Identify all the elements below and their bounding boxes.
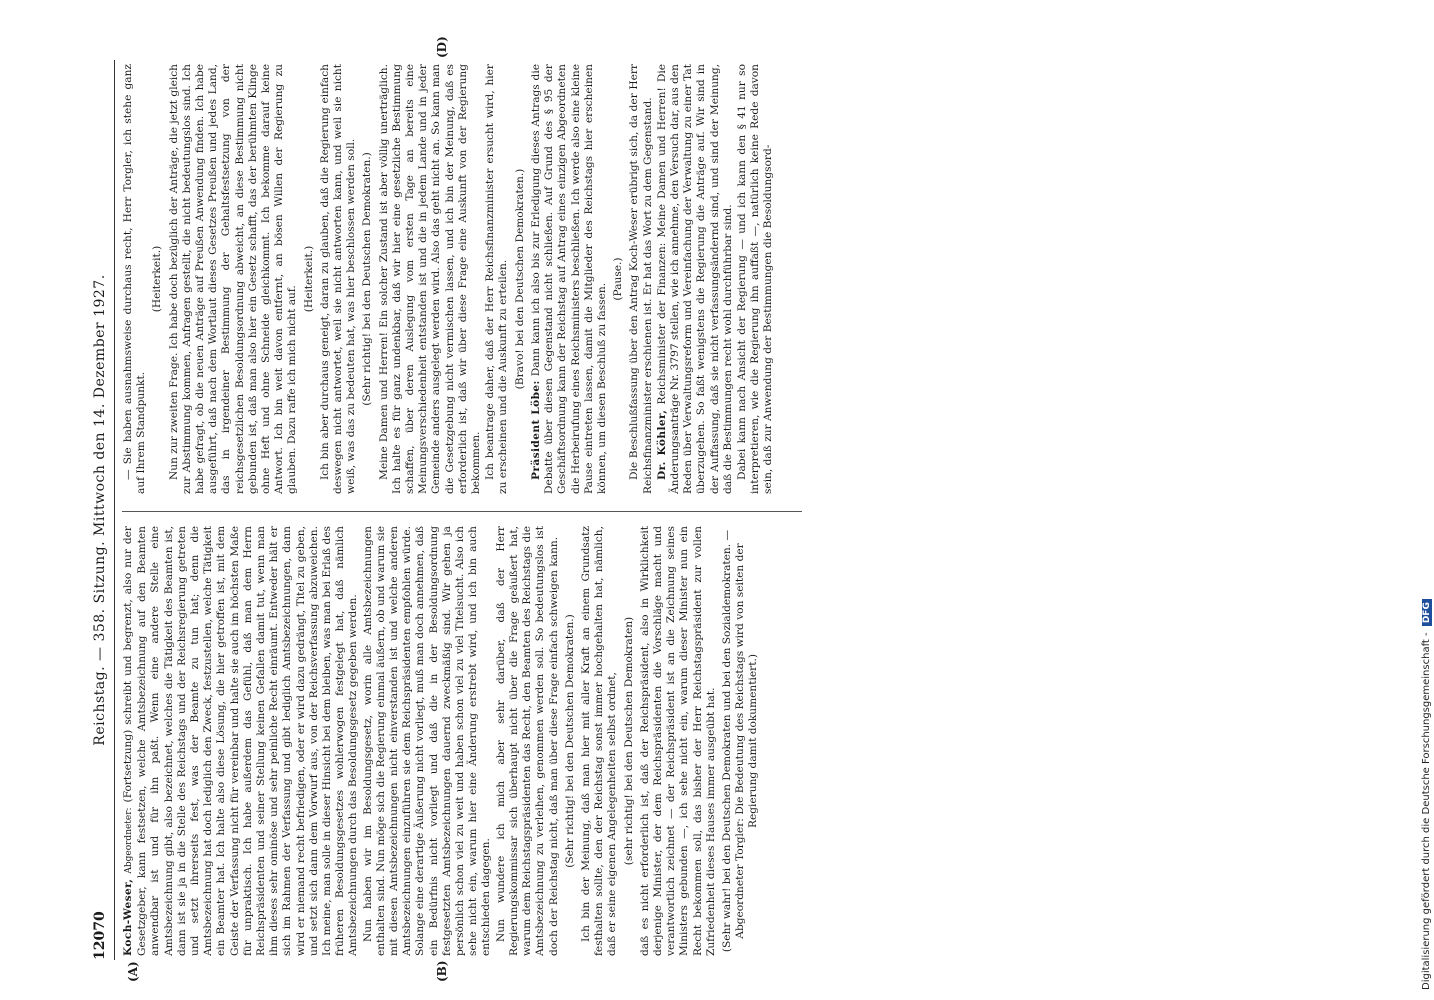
document-page — [90, 36, 810, 982]
paragraph — [514, 64, 527, 494]
paragraph-text: Ich bin aber durchaus geneigt, daran zu glauben, daß die Regierung einfach deswegen nicht antwortet, weil sie nicht antworten kann, und weil sie nicht weiß, was das zu bedeuten hat, was hier beschlossen werden soll. — [318, 64, 358, 494]
digitization-text: Digitalisierung gefördert durch die Deutsche Forschungsgemeinschaft - — [1421, 632, 1432, 990]
header-rule — [114, 60, 115, 960]
running-title: Reichstag. — 358. Sitzung. Mittwoch den 14. Dezember 1927. — [92, 274, 108, 746]
paragraph — [378, 64, 484, 494]
right-column — [122, 64, 802, 494]
paragraph-text: (Heiterkeit.) — [151, 245, 164, 313]
paragraph-text: (Sehr wahr! bei den Deutschen Demokraten und bei den Sozialdemokraten. — Abgeordneter Torgler: Die Bedeutung des Reichstags wird von seiten der Regierung damit dokumentiert.) — [720, 529, 760, 953]
paragraph — [122, 526, 361, 956]
paragraph — [623, 526, 636, 956]
paragraph-text: (sehr richtig! bei den Deutschen Demokraten) — [622, 616, 635, 866]
paragraph-text: Ich bin der Meinung, daß man hier mit aller Kraft an einem Grundsatz festhalten sollte, den der Reichstag sonst immer hochgehalten hat, nämlich, daß er seine eigenen Angelegenheiten selbst ordnet, — [579, 526, 619, 956]
speaker-name: Dr. Köhler, — [655, 409, 668, 480]
paragraph-text: (Pause.) — [612, 257, 625, 301]
paragraph — [303, 64, 316, 494]
paragraph — [612, 64, 625, 494]
speaker-name: Präsident Löbe: — [529, 380, 542, 480]
paragraph-text: Nun zur zweiten Frage. Ich habe doch bezüglich der Anträge, die jetzt gleich zur Abstimmung kommen, Anfragen gestellt, die nicht bedeutungslos sind. Ich habe gefragt, ob die neuen Anträge auf Preußen Anwendung finden. Ich habe ausgeführt, daß nach dem Wortlaut dieses Gesetzes Preußen und jedes Land, das in irgendeiner Bestimmung der Gehaltsfestsetzung von der reichsgesetzlichen Besoldungsordnung abweicht, an diese Bestimmung nicht gebunden ist, daß man also hier ein Gesetz schafft, das der berühmten Klinge ohne Heft und ohne Schneide gleichkommt. Ich bekomme darauf keine Antwort. Ich bin weit davon entfernt, an bösen Willen der Regierung zu glauben. Dazu raffe ich mich nicht auf. — [167, 64, 299, 494]
paragraph — [564, 526, 577, 956]
page-number: 12070 — [92, 911, 108, 960]
speaker-name: Koch-Weser, — [122, 878, 134, 956]
paragraph — [362, 526, 494, 956]
paragraph-text: (Fortsetzung) schreibt und begrenzt, also nur der Gesetzgeber, kann festsetzen, welche Amtsbezeichnung auf den Beamten anwendbar ist und für ihn paßt. Wenn eine andere Stelle eine Amtsbezeichnung gibt, also bezeichnet, welches die Tätigkeit des Beamten ist, dann ist sie ja in die Stelle des Reichstags und der Reichsregierung getreten und setzt ihrerseits fest, was der Beamte zu tun hat; denn die Amtsbezeichnung hat doch lediglich den Zweck, festzustellen, welche Tätigkeit ein Beamter hat. Ich halte also diese Lösung, die hier getroffen ist, mit dem Geiste der Verfassung nicht für vereinbar und halte sie auch im höchsten Maße für unpraktisch. Ich habe außerdem das Gefühl, daß man dem Herrn Reichspräsidenten und seiner Stellung keinen Gefallen damit tut, wenn man ihm dieses sehr ominöse und sehr peinliche Recht einräumt. Entweder hält er sich im Rahmen der Verfassung und gibt lediglich Amtsbezeichnungen, dann wird er niemand recht befriedigen, oder er wird dazu gedrängt, Titel zu geben, und setzt sich dann dem Vorwurf aus, von der Reichsverfassung abzuweichen. Ich meine, man solle in dieser Hinsicht bei dem bleiben, was man bei Erlaß des früheren Besoldungsgesetzes wohlerwogen festgelegt hat, daß nämlich Amtsbezeichnungen durch das Besoldungsgesetz gegeben werden. — [122, 526, 360, 956]
left-column — [122, 526, 802, 956]
page-header — [90, 60, 114, 960]
digitization-note — [1421, 10, 1434, 990]
paragraph — [639, 526, 718, 956]
paragraph-text: (Bravo! bei den Deutschen Demokraten.) — [513, 168, 526, 390]
paragraph-text: Nun wundere ich mich aber sehr darüber, daß der Herr Regierungskommissar sich überhaupt nicht über die Frage geäußert hat, warum dem Reichstagspräsidenten das Recht, den Beamten des Reichstags die Amtsbezeichnung zu verleihen, genommen werden soll. So bedeutungslos ist doch der Reichstag nicht, daß man über diese Frage einfach schweigen kann. — [494, 526, 560, 956]
margin-marker-a: (A) — [126, 961, 140, 982]
paragraph — [580, 526, 620, 956]
margin-marker-d: (D) — [435, 36, 449, 58]
paragraph — [495, 526, 561, 956]
paragraph-text: daß es nicht erforderlich ist, daß der Reichspräsident, also in Wirklichkeit derjenige Minister, der dem Reichspräsidenten die Vorschläge macht und verantwortlich zeichnet — der Reichspräsident ist an die Zeichnung seines Ministers gebunden —, ich sehe nicht ein, warum dieser Minister nun ein Recht bekommen soll, das bisher der Herr Reichstagspräsident zur vollen Zufriedenheit dieses Hauses immer ausgeübt hat. — [638, 526, 717, 956]
paragraph-text: (Heiterkeit.) — [302, 245, 315, 313]
speaker-role: Abgeordneter: — [124, 807, 134, 874]
paragraph-text: Ich beantrage daher, daß der Herr Reichsfinanzminister ersucht wird, hier zu erscheinen und die Auskunft zu erteilen. — [484, 64, 510, 494]
paragraph-text: (Sehr richtig! bei den Deutschen Demokraten.) — [563, 614, 576, 868]
paragraph-text: Nun haben wir im Besoldungsgesetz, worin alle Amtsbezeichnungen enthalten sind. Nun möge sich die Regierung einmal äußern, ob und warum sie mit diesen Amtsbezeichnungen nicht einverstanden ist und welche anderen Amtsbezeichnungen einzuführen sie dem Reichspräsidenten empfohlen würde. Solange eine derartige Äußerung nicht vorliegt, muß man doch annehmen, daß ein Bedürfnis nicht vorliegt und daß die in der Besoldungsordnung festgesetzten Amtsbezeichnungen dauernd zweckmäßig sind. Wir gehen ja persönlich schon viel zu weit und haben schon viel zu viel Titelsucht. Also ich sehe nicht ein, warum hier eine Änderung erstrebt wird, und ich bin auch entschieden dagegen. — [361, 526, 493, 956]
paragraph — [122, 64, 148, 494]
dfg-logo: DFG — [1422, 599, 1432, 626]
paragraph-text: Dann kann ich also bis zur Erledigung dieses Antrags die Debatte über diesen Gegenstand nicht schließen. Auf Grund des § 95 der Geschäftsordnung kann der Reichstag auf Antrag eines einzigen Abgeordneten die Herbeirufung eines Reichsministers beschließen. Ich werde also eine kleine Pause eintreten lassen, damit die Mitglieder des Reichstags hier erscheinen können, um diesen Beschluß zu fassen. — [529, 64, 608, 494]
paragraph — [361, 64, 374, 494]
paragraph — [484, 64, 510, 494]
paragraph — [530, 64, 609, 494]
paragraph — [656, 64, 735, 494]
paragraph — [151, 64, 164, 494]
paragraph-text: Meine Damen und Herren! Ein solcher Zustand ist aber völlig unerträglich. Ich halte es für ganz undenkbar, daß wir hier eine gesetzliche Bestimmung schaffen, über deren Auslegung vom ersten Tage an bereits eine Meinungsverschiedenheit entstanden ist und die in jedem Lande und in jeder Gemeinde anders ausgelegt werden wird. Also das geht nicht an. So kann man die Gesetzgebung nicht vermischen lassen, und ich bin der Meinung, daß es erforderlich ist, daß wir über diese Frage eine Auskunft von der Regierung bekommen. — [377, 64, 483, 494]
paragraph-text: (Sehr richtig! bei den Deutschen Demokraten.) — [361, 152, 374, 406]
paragraph — [736, 64, 776, 494]
paragraph — [319, 64, 359, 494]
paragraph-text: Die Beschlußfassung über den Antrag Koch-Weser erübrigt sich, da der Herr Reichsfinanzminister erschienen ist. Er hat das Wort zu dem Gegenstand. — [628, 64, 654, 494]
paragraph — [721, 526, 761, 956]
paragraph-text: Dabei kann nach Ansicht der Regierung — und ich kann den § 41 nur so interpretieren, wie die Regierung ihn auffaßt —, natürlich keine Rede davon sein, daß zur Anwendung der Bestimmungen die Besoldungsord- — [735, 64, 775, 494]
paragraph — [168, 64, 300, 494]
paragraph-text: Reichsminister der Finanzen: Meine Damen und Herren! Die Änderungsanträge Nr. 3797 stellen, wie ich annehme, den Versuch dar, aus den Reden über Verwaltungsreform und Vereinfachung der Verwaltung zu einer Tat überzugehen. So faßt wenigstens die Regierung die Anträge auf. Wir sind in der Auffassung, daß sie nicht verfassungsändernd sind, und sind der Meinung, daß die Bestimmungen recht wohl durchführbar sind. — [655, 64, 734, 494]
paragraph — [628, 64, 654, 494]
paragraph-text: — Sie haben ausnahmsweise durchaus recht, Herr Torgler, ich stehe ganz auf Ihrem Standpunkt. — [122, 64, 148, 494]
column-separator — [122, 511, 802, 512]
margin-marker-b: (B) — [435, 960, 449, 982]
